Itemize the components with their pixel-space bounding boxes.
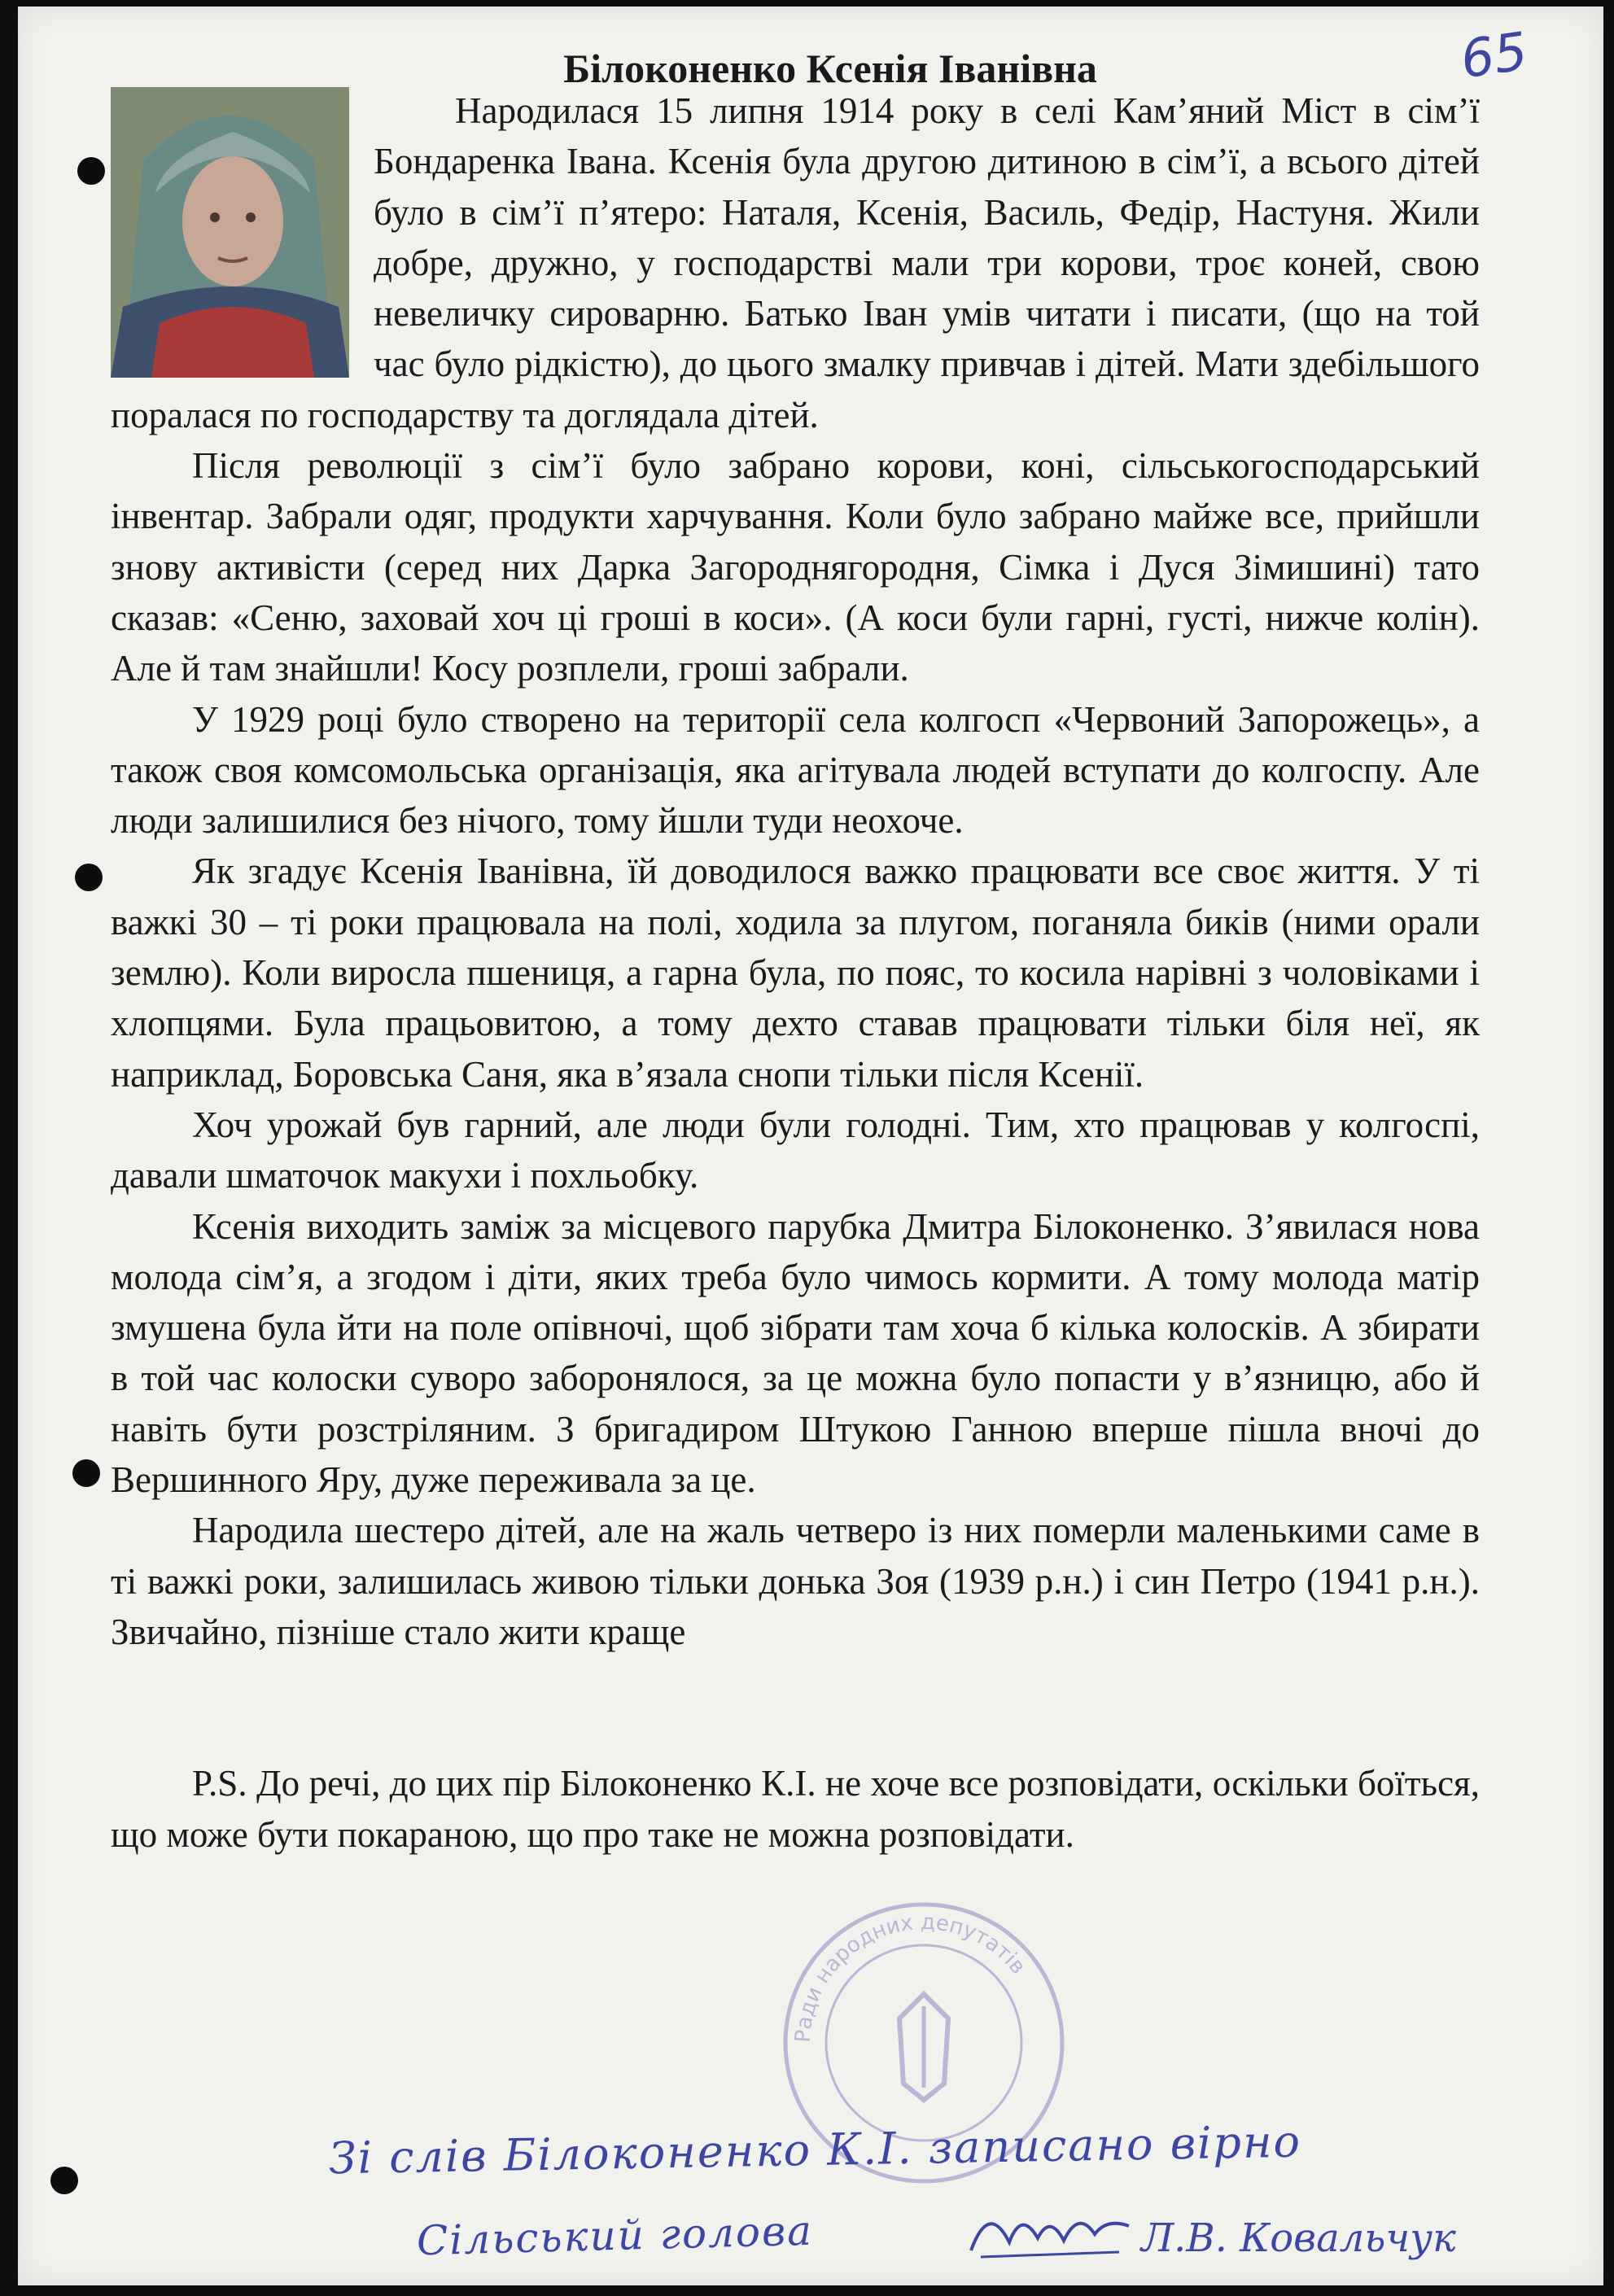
paragraph: Народилася 15 липня 1914 року в селі Кам’яний Міст в сім’ї Бондаренка Івана. Ксенія була другою дитиною в сім’ї, а всього дітей було в сім’ї п’ятеро: Наталя, Ксенія, Василь, Федір, Настуня. Жили добре, дружно, у господарстві мали три корови, троє коней, свою невеличку сироварню. Батько Іван умів читати і писати, (що на той час було рідкістю), до цього змалку привчав і дітей. Мати здебільшого поралася по господарству та доглядала дітей. [111, 90, 1480, 435]
paragraph: Хоч урожай був гарний, але люди були голодні. Тим, хто працював у колгоспі, давали шматочок макухи і похльобку. [111, 1104, 1480, 1196]
document-body [111, 85, 1480, 1860]
paragraph: У 1929 році було створено на території села колгосп «Червоний Запорожець», а також своя комсомольська організація, яка агітувала людей вступати до колгоспу. Але люди залишилися без нічого, тому йшли туди неохоче. [111, 698, 1480, 842]
signature [964, 2193, 1135, 2267]
svg-text:Ради народних депутатів: Ради народних депутатів [790, 1909, 1030, 2044]
paragraph: Ксенія виходить заміж за місцевого парубка Дмитра Білоконенко. З’явилася нова молода сім’я, а згодом і діти, яких треба було чимось кормити. А тому молода матір змушена була йти на поле опівночі, щоб зібрати там хоча б кілька колосків. А збирати в той час колоски суворо заборонялося, за це можна було попасти у в’язницю, або й навіть бути розстріляним. З бригадиром Штукою Ганною вперше пішла вночі до Вершинного Яру, дуже переживала за це. [111, 1205, 1480, 1501]
page-number: 65 [1457, 21, 1532, 91]
paragraph: Після революції з сім’ї було забрано корови, коні, сільськогосподарський інвентар. Забрали одяг, продукти харчування. Коли було забрано майже все, прийшли знову активісти (серед них Дарка Загороднягородня, Сімка і Дуся Зімишині) тато сказав: «Сеню, заховай хоч ці гроші в коси». (А коси були гарні, густі, нижче колін). Але й там знайшли! Косу розплели, гроші забрали. [111, 445, 1480, 689]
paragraph: Народила шестеро дітей, але на жаль четверо із них померли маленькими саме в ті важкі роки, залишилась живою тільки донька Зоя (1939 р.н.) і син Петро (1941 р.н.). Звичайно, пізніше стало жити краще [111, 1510, 1480, 1652]
punch-hole [72, 1459, 100, 1487]
handwritten-role: Сільський голова [416, 2206, 814, 2265]
document-title: Білоконенко Ксенія Іванівна [563, 46, 1097, 91]
postscript: P.S. До речі, до цих пір Білоконенко К.І. не хоче все розповідати, оскільки боїться, що може бути покараною, що про таке не можна розповідати. [111, 1763, 1480, 1855]
signatory-name: Л.В. Ковальчук [1141, 2215, 1456, 2261]
punch-hole [75, 864, 103, 891]
paragraph: Як згадує Ксенія Іванівна, їй доводилося важко працювати все своє життя. У ті важкі 30 – ті роки працювала на полі, ходила за плугом, поганяла биків (ними орали землю). Коли виросла пшениця, а гарна була, по пояс, то косила нарівні з чоловіками і хлопцями. Була працьовитою, а тому дехто ставав працювати тільки біля неї, як наприклад, Боровська Саня, яка в’язала снопи тільки після Ксенії. [111, 851, 1480, 1095]
handwritten-certification: Зі слів Білоконенко К.І. записано вірно [328, 2115, 1302, 2184]
punch-hole [50, 2167, 78, 2194]
punch-hole [77, 157, 105, 185]
